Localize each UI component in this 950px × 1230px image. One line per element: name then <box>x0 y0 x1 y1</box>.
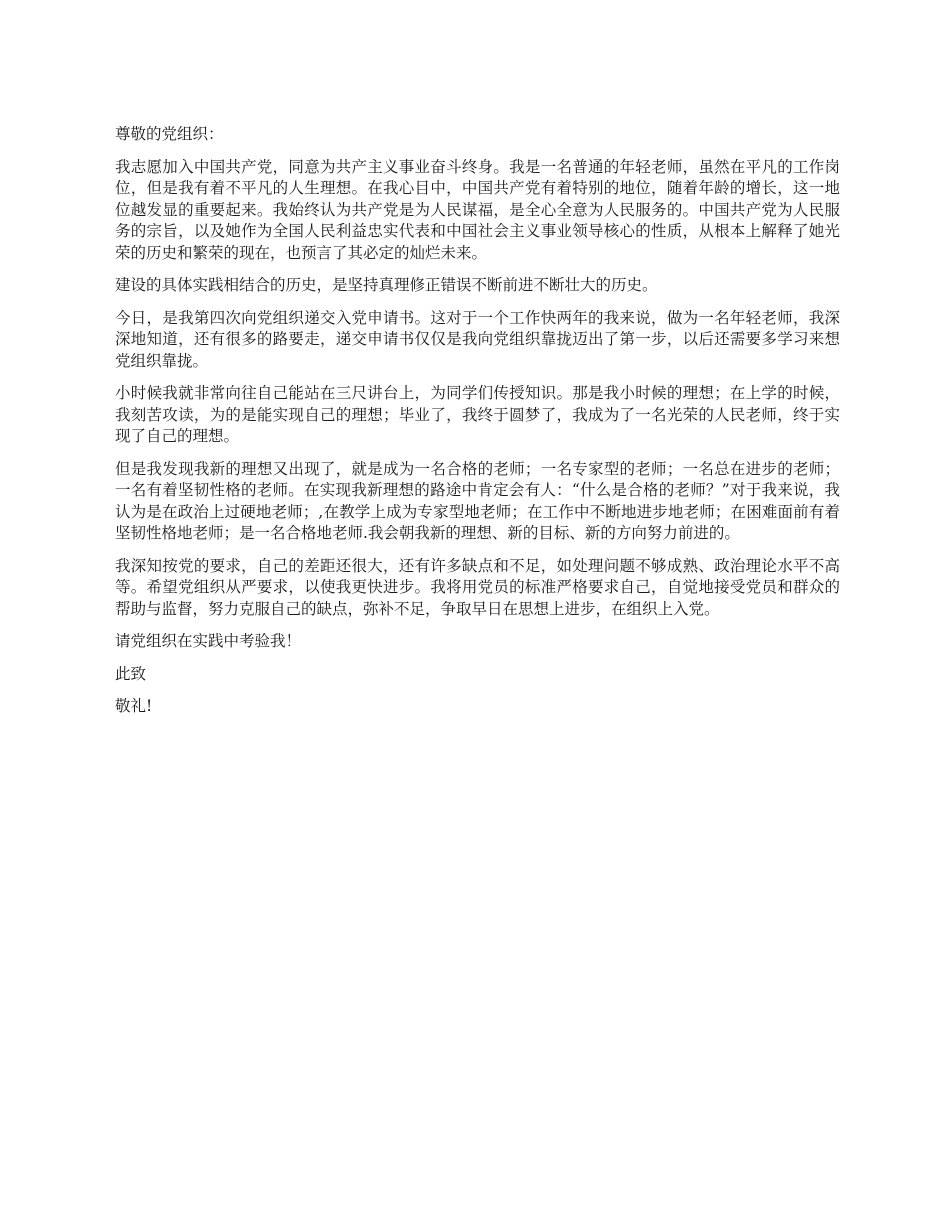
letter-page <box>115 124 840 729</box>
body-paragraph-5: 但是我发现我新的理想又出现了，就是成为一名合格的老师；一名专家型的老师；一名总在进步的老师；一名有着坚韧性格的老师。在实现我新理想的路途中肯定会有人：“什么是合格的老师？”对于我来说，我认为是在政治上过硬地老师；,在教学上成为专家型地老师；在工作中不断地进步地老师；在困难面前有着坚韧性格地老师；是一名合格地老师.我会朝我新的理想、新的目标、新的方向努力前进的。 <box>115 459 840 542</box>
body-paragraph-7: 请党组织在实践中考验我！ <box>115 632 302 650</box>
closing-salute: 敬礼! <box>115 697 153 715</box>
body-paragraph-4: 小时候我就非常向往自己能站在三尺讲台上，为同学们传授知识。那是我小时候的理想；在上学的时候，我刻苦攻读，为的是能实现自己的理想；毕业了，我终于圆梦了，我成为了一名光荣的人民老师，终于实现了自己的理想。 <box>115 384 840 445</box>
body-paragraph-6: 我深知按党的要求，自己的差距还很大，还有许多缺点和不足，如处理问题不够成熟、政治理论水平不高等。希望党组织从严要求，以使我更快进步。我将用党员的标准严格要求自己，自觉地接受党员和群众的帮助与监督，努力克服自己的缺点，弥补不足，争取早日在思想上进步，在组织上入党。 <box>115 556 840 618</box>
body-paragraph-3: 今日，是我第四次向党组织递交入党申请书。这对于一个工作快两年的我来说，做为一名年轻老师，我深深地知道，还有很多的路要走，递交申请书仅仅是我向党组织靠拢迈出了第一步，以后还需要多学习来想党组织靠拢。 <box>115 308 840 370</box>
body-paragraph-1: 我志愿加入中国共产党，同意为共产主义事业奋斗终身。我是一名普通的年轻老师，虽然在平凡的工作岗位，但是我有着不平凡的人生理想。在我心目中，中国共产党有着特别的地位，随着年龄的增长，这一地位越发显的重要起来。我始终认为共产党是为人民谋福，是全心全意为人民服务的。中国共产党为人民服务的宗旨，以及她作为全国人民利益忠实代表和中国社会主义事业领导核心的性质，从根本上解释了她光荣的历史和繁荣的现在，也预言了其必定的灿烂未来。 <box>115 157 840 262</box>
closing-greeting: 此致 <box>115 664 147 683</box>
body-paragraph-2: 建设的具体实践相结合的历史，是坚持真理修正错误不断前进不断壮大的历史。 <box>115 276 658 294</box>
salutation: 尊敬的党组织： <box>115 125 224 143</box>
